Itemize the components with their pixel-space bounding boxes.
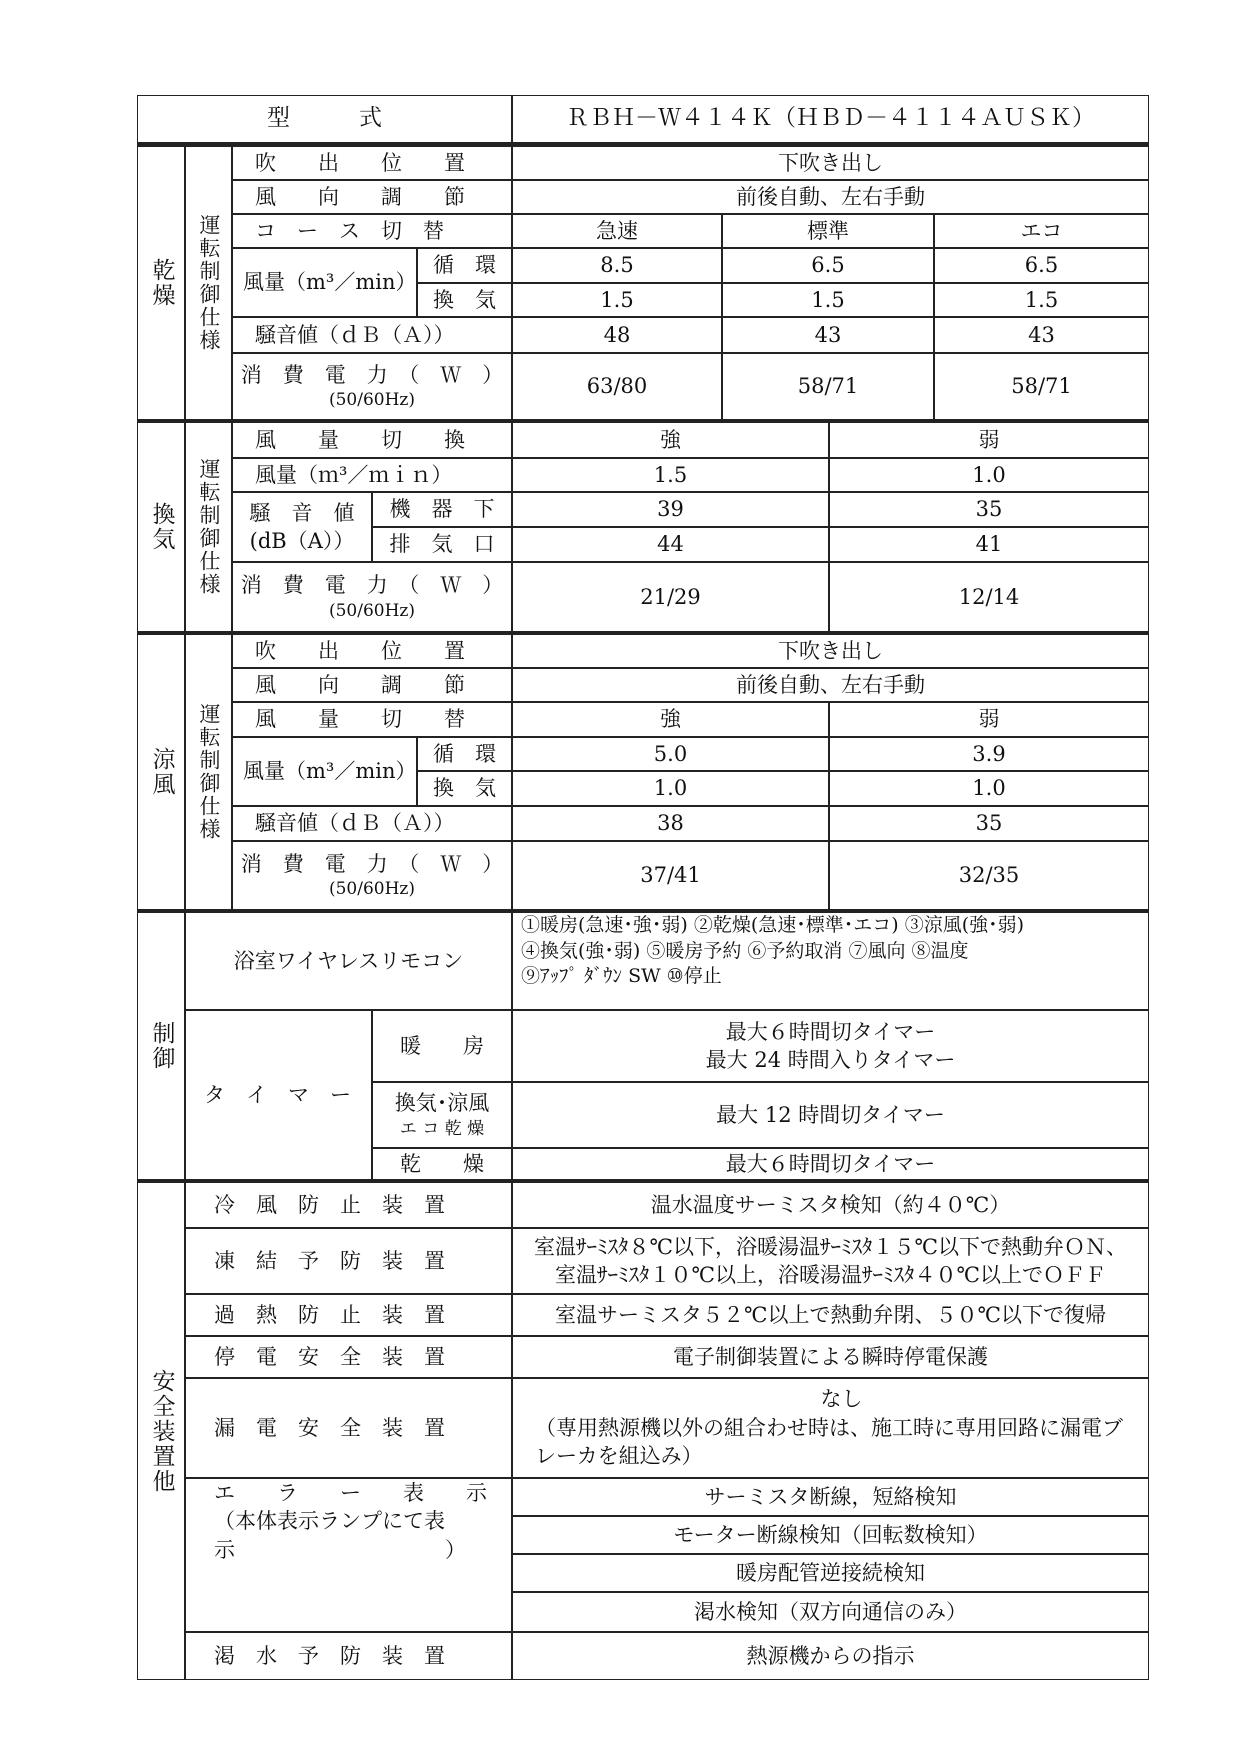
ventilation-airflow-0: 1.5	[512, 458, 829, 492]
cool-power-0: 37/41	[512, 841, 829, 910]
cool-section-label	[137, 634, 185, 910]
cool-airflow-vent-0: 1.0	[512, 771, 829, 806]
drying-section-label	[137, 146, 185, 420]
timer-vent-cool-label-line: 換気･涼風	[394, 1091, 490, 1116]
drying-cycle-label: 循 環	[417, 248, 512, 283]
remote-functions-line: ④換気(強･弱) ⑤暖房予約 ⑥予約取消 ⑦風向 ⑧温度	[521, 939, 969, 962]
safety-value-2	[512, 1294, 1149, 1336]
drying-airflow-vent-1: 1.5	[722, 283, 934, 317]
cool-power-1: 32/35	[829, 841, 1149, 910]
drying-course-1: 標準	[722, 214, 934, 248]
error-display-label-line: エ ラ ー 表 示	[214, 1481, 487, 1505]
timer-heating-value-line: 最大 24 時間入りタイマー	[705, 1048, 956, 1072]
error-display-label-line: 示 ）	[214, 1537, 466, 1562]
ventilation-section-label-text: 換気	[148, 502, 175, 552]
drying-course-0: 急速	[512, 214, 722, 248]
ventilation-power-label-line: (50/60Hz)	[328, 600, 416, 621]
safety-value-0	[512, 1182, 1149, 1228]
cool-switch-0: 強	[512, 702, 829, 737]
ventilation-switch-1: 弱	[829, 422, 1149, 458]
safety-section-label-text: 安全装置他	[148, 1368, 175, 1494]
drying-airflow-cycle-2: 6.5	[934, 248, 1149, 283]
cool-airflow-vent-1: 1.0	[829, 771, 1149, 806]
cool-airflow-label: 風量（m³／min）	[232, 737, 417, 806]
cool-outlet-value: 下吹き出し	[512, 634, 1149, 668]
section-divider	[137, 910, 1149, 913]
drying-power-label-line: (50/60Hz)	[328, 390, 416, 411]
drying-outlet-label: 吹 出 位 置	[232, 146, 512, 180]
drying-power-2: 58/71	[934, 353, 1149, 420]
drying-outlet-value: 下吹き出し	[512, 146, 1149, 180]
drying-noise-0: 48	[512, 317, 722, 353]
drought-label: 渇 水 予 防 装 置	[185, 1632, 512, 1680]
safety-label-1: 凍 結 予 防 装 置	[185, 1228, 512, 1294]
ventilation-noise-outlet-label: 排 気 口	[372, 527, 512, 562]
safety-value-3	[512, 1336, 1149, 1378]
ventilation-airflow-label: 風量（ｍ³／ｍｉｎ）	[232, 458, 512, 492]
cool-control-spec-label	[185, 634, 232, 910]
cool-cycle-label: 循 環	[417, 737, 512, 771]
safety-value-1-line: 室温ｻｰﾐｽﾀ８℃以下，浴暖湯温ｻｰﾐｽﾀ１５℃以下で熱動弁ＯＮ、	[534, 1234, 1127, 1259]
model-label: 型 式	[137, 95, 512, 143]
timer-vent-cool-label	[372, 1082, 512, 1148]
cool-outlet-label: 吹 出 位 置	[232, 634, 512, 668]
ventilation-power-1: 12/14	[829, 562, 1149, 632]
safety-value-2-line: 室温サーミスタ５２℃以上で熱動弁閉、５０℃以下で復帰	[555, 1302, 1106, 1327]
remote-functions	[512, 912, 1149, 1010]
ventilation-noise-label-line: (dB（A））	[249, 529, 355, 553]
ventilation-noise-under-label: 機 器 下	[372, 492, 512, 527]
ventilation-noise-outlet-0: 44	[512, 527, 829, 562]
cool-noise-1: 35	[829, 806, 1149, 841]
drying-power-label-line: 消 費 電 力 （ Ｗ ）	[240, 362, 504, 387]
timer-dry-label: 乾 燥	[372, 1148, 512, 1180]
drying-direction-label: 風 向 調 節	[232, 180, 512, 214]
ventilation-power-label	[232, 562, 512, 632]
remote-functions-line: ⑨ｱｯﾌﾟ ﾀﾞｳﾝ SW ⑩停止	[521, 965, 722, 988]
safety-value-4-line: （専用熱源機以外の組合わせ時は、施工時に専用回路に漏電ブ	[535, 1415, 1123, 1440]
drought-value: 熱源機からの指示	[512, 1632, 1149, 1680]
error-item-2: 暖房配管逆接続検知	[512, 1554, 1149, 1592]
section-divider	[137, 1180, 1149, 1183]
drying-airflow-cycle-0: 8.5	[512, 248, 722, 283]
drying-airflow-cycle-1: 6.5	[722, 248, 934, 283]
safety-value-0-line: 温水温度サーミスタ検知（約４０℃）	[650, 1192, 1011, 1217]
timer-dry-value: 最大６時間切タイマー	[512, 1148, 1149, 1180]
section-divider	[137, 143, 1149, 146]
drying-noise-1: 43	[722, 317, 934, 353]
safety-value-4	[512, 1378, 1149, 1478]
cool-airflow-cycle-0: 5.0	[512, 737, 829, 771]
ventilation-power-0: 21/29	[512, 562, 829, 632]
drying-course-2: エコ	[934, 214, 1149, 248]
ventilation-power-label-line: 消 費 電 力 （ Ｗ ）	[240, 573, 504, 598]
cool-power-label-line: (50/60Hz)	[328, 879, 416, 900]
safety-value-3-line: 電子制御装置による瞬時停電保護	[673, 1344, 988, 1369]
safety-value-1-line: 室温ｻｰﾐｽﾀ１０℃以上，浴暖湯温ｻｰﾐｽﾀ４０℃以上でＯＦＦ	[555, 1263, 1106, 1287]
drying-control-spec-label	[185, 146, 232, 420]
timer-heating-value-line: 最大６時間切タイマー	[725, 1019, 936, 1044]
drying-noise-2: 43	[934, 317, 1149, 353]
cool-airflow-cycle-1: 3.9	[829, 737, 1149, 771]
error-item-3: 渇水検知（双方向通信のみ）	[512, 1592, 1149, 1632]
drying-control-spec-label-text: 運転制御仕様	[197, 214, 221, 352]
drying-course-label: コ ー ス 切 替	[232, 214, 512, 248]
ventilation-noise-under-1: 35	[829, 492, 1149, 527]
model-value: ＲＢＨ－Ｗ４１４Ｋ（ＨＢＤ－４１１４ＡＵＳＫ）	[512, 95, 1149, 143]
timer-heating-value	[512, 1010, 1149, 1082]
safety-value-4-line: レーカを組込み）	[535, 1444, 703, 1469]
drying-airflow-label: 風量（m³／min）	[232, 248, 417, 317]
drying-airflow-vent-2: 1.5	[934, 283, 1149, 317]
error-display-label-line: （本体表示ランプにて表	[214, 1509, 445, 1534]
cool-switch-1: 弱	[829, 702, 1149, 737]
drying-power-1: 58/71	[722, 353, 934, 420]
ventilation-noise-outlet-1: 41	[829, 527, 1149, 562]
drying-airflow-vent-0: 1.5	[512, 283, 722, 317]
drying-noise-label: 騒音値（ｄＢ（Ａ））	[232, 317, 512, 353]
ventilation-section-label	[137, 422, 185, 632]
timer-vent-cool-value: 最大 12 時間切タイマー	[512, 1082, 1149, 1148]
timer-heating-label: 暖 房	[372, 1010, 512, 1082]
safety-section-label	[137, 1182, 185, 1680]
cool-vent-label: 換 気	[417, 771, 512, 806]
error-display-label	[185, 1478, 512, 1632]
cool-direction-label: 風 向 調 節	[232, 668, 512, 702]
safety-value-1	[512, 1228, 1149, 1294]
error-item-0: サーミスタ断線，短絡検知	[512, 1478, 1149, 1516]
cool-power-label-line: 消 費 電 力 （ Ｗ ）	[240, 851, 504, 876]
ventilation-switch-0: 強	[512, 422, 829, 458]
cool-noise-label: 騒音値（ｄＢ（Ａ））	[232, 806, 512, 841]
remote-label: 浴室ワイヤレスリモコン	[185, 912, 512, 1010]
ventilation-noise-label-line: 騒 音 値	[249, 500, 355, 525]
ventilation-control-spec-label	[185, 422, 232, 632]
cool-noise-0: 38	[512, 806, 829, 841]
cool-section-label-text: 涼風	[148, 747, 175, 797]
remote-functions-line: ①暖房(急速･強･弱) ②乾燥(急速･標準･エコ) ③涼風(強･弱)	[521, 914, 1025, 936]
safety-label-3: 停 電 安 全 装 置	[185, 1336, 512, 1378]
cool-power-label	[232, 841, 512, 910]
drying-section-label-text: 乾燥	[148, 258, 175, 308]
control-section-label-text: 制御	[148, 1021, 175, 1071]
drying-power-0: 63/80	[512, 353, 722, 420]
ventilation-noise-label	[232, 492, 372, 562]
safety-label-0: 冷 風 防 止 装 置	[185, 1182, 512, 1228]
section-divider	[137, 632, 1149, 635]
cool-direction-value: 前後自動、左右手動	[512, 668, 1149, 702]
ventilation-airflow-1: 1.0	[829, 458, 1149, 492]
safety-label-4: 漏 電 安 全 装 置	[185, 1378, 512, 1478]
section-divider	[137, 420, 1149, 423]
timer-label: タ イ マ ー	[185, 1010, 372, 1180]
error-item-1: モーター断線検知（回転数検知）	[512, 1516, 1149, 1554]
control-section-label	[137, 912, 185, 1180]
timer-vent-cool-label-line: エ コ 乾 燥	[399, 1118, 485, 1139]
cool-switch-label: 風 量 切 替	[232, 702, 512, 737]
drying-direction-value: 前後自動、左右手動	[512, 180, 1149, 214]
ventilation-control-spec-label-text: 運転制御仕様	[197, 458, 221, 596]
ventilation-switch-label: 風 量 切 換	[232, 422, 512, 458]
safety-label-2: 過 熱 防 止 装 置	[185, 1294, 512, 1336]
drying-vent-label: 換 気	[417, 283, 512, 317]
drying-power-label	[232, 353, 512, 420]
ventilation-noise-under-0: 39	[512, 492, 829, 527]
safety-value-4-line: なし	[820, 1387, 863, 1412]
cool-control-spec-label-text: 運転制御仕様	[197, 703, 221, 841]
